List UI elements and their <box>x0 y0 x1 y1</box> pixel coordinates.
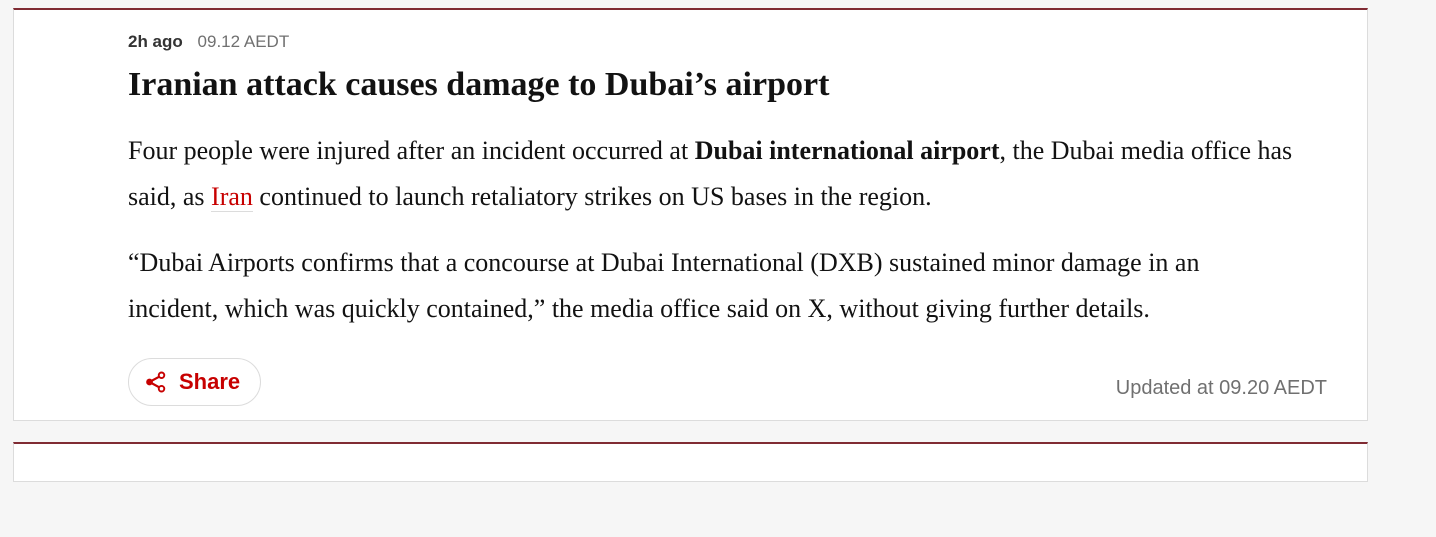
liveblog-post <box>13 8 1368 421</box>
paragraph-1-text: , the Dubai media office has said, as <box>128 136 1293 211</box>
post-meta <box>128 32 1327 52</box>
iran-link[interactable]: Iran <box>211 182 253 211</box>
liveblog-page <box>0 8 1436 537</box>
paragraph-1-text: Four people were injured after an incident occurred at <box>128 136 695 165</box>
paragraph-2: “Dubai Airports confirms that a concourse at Dubai International (DXB) sustained minor damage in an incident, which was quickly contained,” the media office said on X, without giving further details. <box>128 248 1200 323</box>
post-body <box>128 128 1327 332</box>
share-button-label: Share <box>179 369 241 394</box>
share-icon <box>144 370 168 394</box>
next-post-preview <box>13 442 1368 482</box>
share-button[interactable] <box>128 358 261 406</box>
paragraph-1-bold: Dubai international airport <box>694 136 1000 165</box>
paragraph-1 <box>128 128 1293 220</box>
post-footer <box>128 358 1327 406</box>
time-ago-label: 2h ago <box>128 32 183 51</box>
post-title: Iranian attack causes damage to Dubai’s airport <box>128 66 830 103</box>
paragraph-1-text: continued to launch retaliatory strikes on US bases in the region. <box>252 182 932 211</box>
updated-at-label: Updated at 09.20 AEDT <box>1115 377 1327 399</box>
post-timestamp: 09.12 AEDT <box>197 32 290 51</box>
